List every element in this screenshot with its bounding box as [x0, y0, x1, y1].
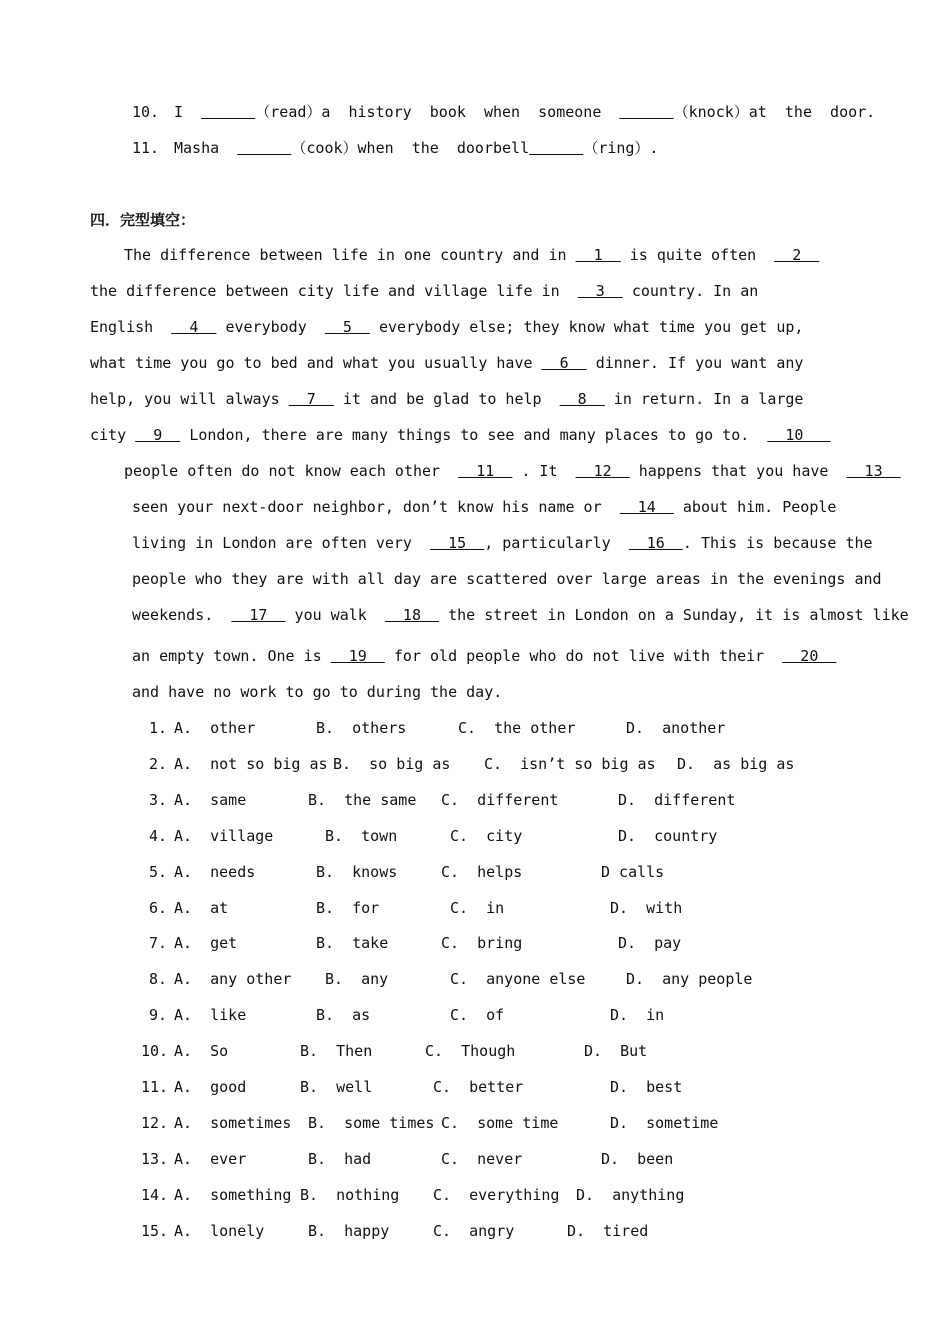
text-segment: country. In an [622, 282, 759, 300]
section-title: 四．完型填空： [90, 211, 196, 229]
text-segment: The difference between life in one country and in [124, 246, 576, 264]
text-segment: . It [512, 462, 576, 480]
blank: 5 [324, 318, 370, 336]
text-segment: （cook）when the doorbell [291, 139, 530, 157]
text-segment: seen your next-door neighbor, don’t know his name or [132, 498, 620, 516]
passage-line [132, 569, 882, 589]
text-segment: help, you will always [90, 390, 289, 408]
option-c: C. Though [425, 1042, 516, 1061]
passage-line [90, 317, 803, 337]
option-b: B. take [316, 934, 389, 953]
option-number: 2. [149, 754, 168, 773]
text-segment: in return. In a large [604, 390, 804, 408]
option-b: B. as [316, 1006, 371, 1025]
blank [529, 139, 583, 157]
blank: 13 [846, 462, 901, 480]
text-segment: it and be glad to help [333, 390, 560, 408]
option-a: A. village [174, 826, 274, 845]
passage-line [132, 497, 836, 517]
text-segment: living in London are often very [132, 534, 431, 552]
option-a: A. like [174, 1006, 247, 1025]
option-number: 13. [141, 1149, 169, 1168]
option-b: B. the same [308, 790, 417, 809]
option-b: B. town [325, 826, 398, 845]
blank: 6 [541, 354, 587, 372]
blank: 7 [288, 390, 334, 408]
option-d: D. country [618, 826, 718, 845]
option-c: C. never [441, 1149, 523, 1168]
passage-line [132, 646, 836, 666]
option-a: A. same [174, 790, 247, 809]
text-segment: the difference between city life and village life in [90, 282, 578, 300]
question-number: 11. [132, 139, 160, 157]
option-c: C. in [450, 898, 505, 917]
text-segment: what time you go to bed and what you usually have [90, 354, 542, 372]
option-c: C. everything [433, 1185, 560, 1204]
option-b: B. for [316, 898, 380, 917]
option-d: D. But [584, 1042, 648, 1061]
blank: 10 [767, 426, 831, 444]
option-number: 15. [141, 1221, 169, 1240]
option-d: D. another [626, 719, 726, 737]
passage-line [90, 353, 803, 373]
blank: 16 [628, 534, 683, 552]
option-c: C. some time [441, 1113, 559, 1132]
option-c: C. helps [441, 862, 523, 881]
option-b: B. Then [300, 1042, 373, 1061]
text-segment: people who they are with all day are scattered over large areas in the evenings and [132, 570, 882, 588]
option-d: D. anything [576, 1185, 685, 1204]
text-segment: English [90, 318, 172, 336]
text-segment: people often do not know each other [124, 462, 459, 480]
text-segment: （knock）at the door. [673, 103, 876, 121]
question-number: 10. [132, 103, 160, 121]
option-b: B. had [308, 1149, 372, 1168]
option-d: D. as big as [677, 754, 795, 773]
option-number: 7. [149, 934, 168, 953]
option-a: A. lonely [174, 1221, 265, 1240]
passage-line [124, 245, 819, 265]
option-number: 6. [149, 898, 168, 917]
blank: 18 [384, 606, 440, 624]
blank [201, 103, 255, 121]
blank: 9 [135, 426, 181, 444]
option-number: 1. [149, 719, 168, 737]
blank: 15 [430, 534, 485, 552]
text-segment: （ring）. [583, 139, 659, 157]
option-c: C. city [450, 826, 523, 845]
option-number: 11. [141, 1078, 169, 1096]
option-b: B. knows [316, 862, 398, 881]
text-segment: everybody [216, 318, 325, 336]
option-c: C. better [433, 1078, 524, 1096]
option-d: D. been [601, 1149, 674, 1168]
option-a: A. needs [174, 862, 256, 881]
option-number: 14. [141, 1185, 169, 1204]
blank [619, 103, 673, 121]
option-a: A. good [174, 1078, 247, 1096]
blank [237, 139, 291, 157]
blank: 14 [619, 498, 674, 516]
blank: 2 [774, 246, 820, 264]
option-d: D. tired [567, 1221, 649, 1240]
blank: 11 [458, 462, 513, 480]
blank: 19 [330, 647, 385, 665]
text-segment: everybody else; they know what time you get up, [369, 318, 804, 336]
option-c: C. different [441, 790, 559, 809]
passage-line [124, 461, 901, 481]
fill-item [174, 138, 658, 158]
option-b: B. others [316, 719, 407, 737]
text-segment: is quite often [620, 246, 775, 264]
blank: 1 [575, 246, 621, 264]
option-d: D. with [610, 898, 683, 917]
option-b: B. happy [308, 1221, 390, 1240]
option-d: D. any people [626, 970, 753, 989]
passage-line [132, 605, 909, 625]
option-number: 8. [149, 970, 168, 989]
text-segment: city [90, 426, 136, 444]
text-segment: Masha [174, 139, 238, 157]
text-segment: （read）a history book when someone [255, 103, 620, 121]
option-a: A. something [174, 1185, 292, 1204]
blank: 17 [231, 606, 286, 624]
option-b: B. any [325, 970, 389, 989]
option-c: C. bring [441, 934, 523, 953]
option-b: B. nothing [300, 1185, 400, 1204]
text-segment: an empty town. One is [132, 647, 331, 665]
passage-line [90, 389, 803, 409]
option-number: 12. [141, 1113, 169, 1132]
option-c: C. angry [433, 1221, 515, 1240]
text-segment: the street in London on a Sunday, it is almost like [439, 606, 909, 624]
option-number: 10. [141, 1042, 169, 1061]
option-a: A. So [174, 1042, 229, 1061]
option-d: D. pay [618, 934, 682, 953]
option-number: 4. [149, 826, 168, 845]
option-d: D. in [610, 1006, 665, 1025]
text-segment: , particularly [484, 534, 629, 552]
blank: 8 [559, 390, 605, 408]
option-number: 3. [149, 790, 168, 809]
blank: 12 [575, 462, 630, 480]
option-a: A. not so big as [174, 754, 328, 773]
option-d: D. best [610, 1078, 683, 1096]
blank: 4 [171, 318, 217, 336]
blank: 20 [782, 647, 837, 665]
option-b: B. so big as [333, 754, 451, 773]
option-d: D calls [601, 862, 665, 881]
option-number: 9. [149, 1006, 168, 1025]
option-b: B. some times [308, 1113, 435, 1132]
option-c: C. the other [458, 719, 576, 737]
option-a: A. any other [174, 970, 292, 989]
fill-item [174, 102, 875, 122]
passage-line [90, 281, 758, 301]
option-d: D. sometime [610, 1113, 719, 1132]
option-d: D. different [618, 790, 736, 809]
option-a: A. ever [174, 1149, 247, 1168]
option-a: A. sometimes [174, 1113, 292, 1132]
option-number: 5. [149, 862, 168, 881]
text-segment: and have no work to go to during the day. [132, 683, 503, 701]
passage-line [132, 533, 873, 553]
option-c: C. anyone else [450, 970, 586, 989]
option-a: A. other [174, 719, 256, 737]
passage-line [90, 425, 831, 445]
text-segment: happens that you have [629, 462, 847, 480]
passage-line [132, 682, 502, 702]
text-segment: for old people who do not live with their [384, 647, 783, 665]
option-a: A. at [174, 898, 229, 917]
text-segment: London, there are many things to see and many places to go to. [180, 426, 768, 444]
option-c: C. isn’t so big as [484, 754, 656, 773]
text-segment: . This is because the [682, 534, 873, 552]
option-c: C. of [450, 1006, 505, 1025]
text-segment: weekends. [132, 606, 232, 624]
text-segment: about him. People [673, 498, 837, 516]
text-segment: you walk [285, 606, 385, 624]
option-a: A. get [174, 934, 238, 953]
text-segment: dinner. If you want any [586, 354, 804, 372]
blank: 3 [577, 282, 623, 300]
text-segment: I [174, 103, 202, 121]
option-b: B. well [300, 1078, 373, 1096]
